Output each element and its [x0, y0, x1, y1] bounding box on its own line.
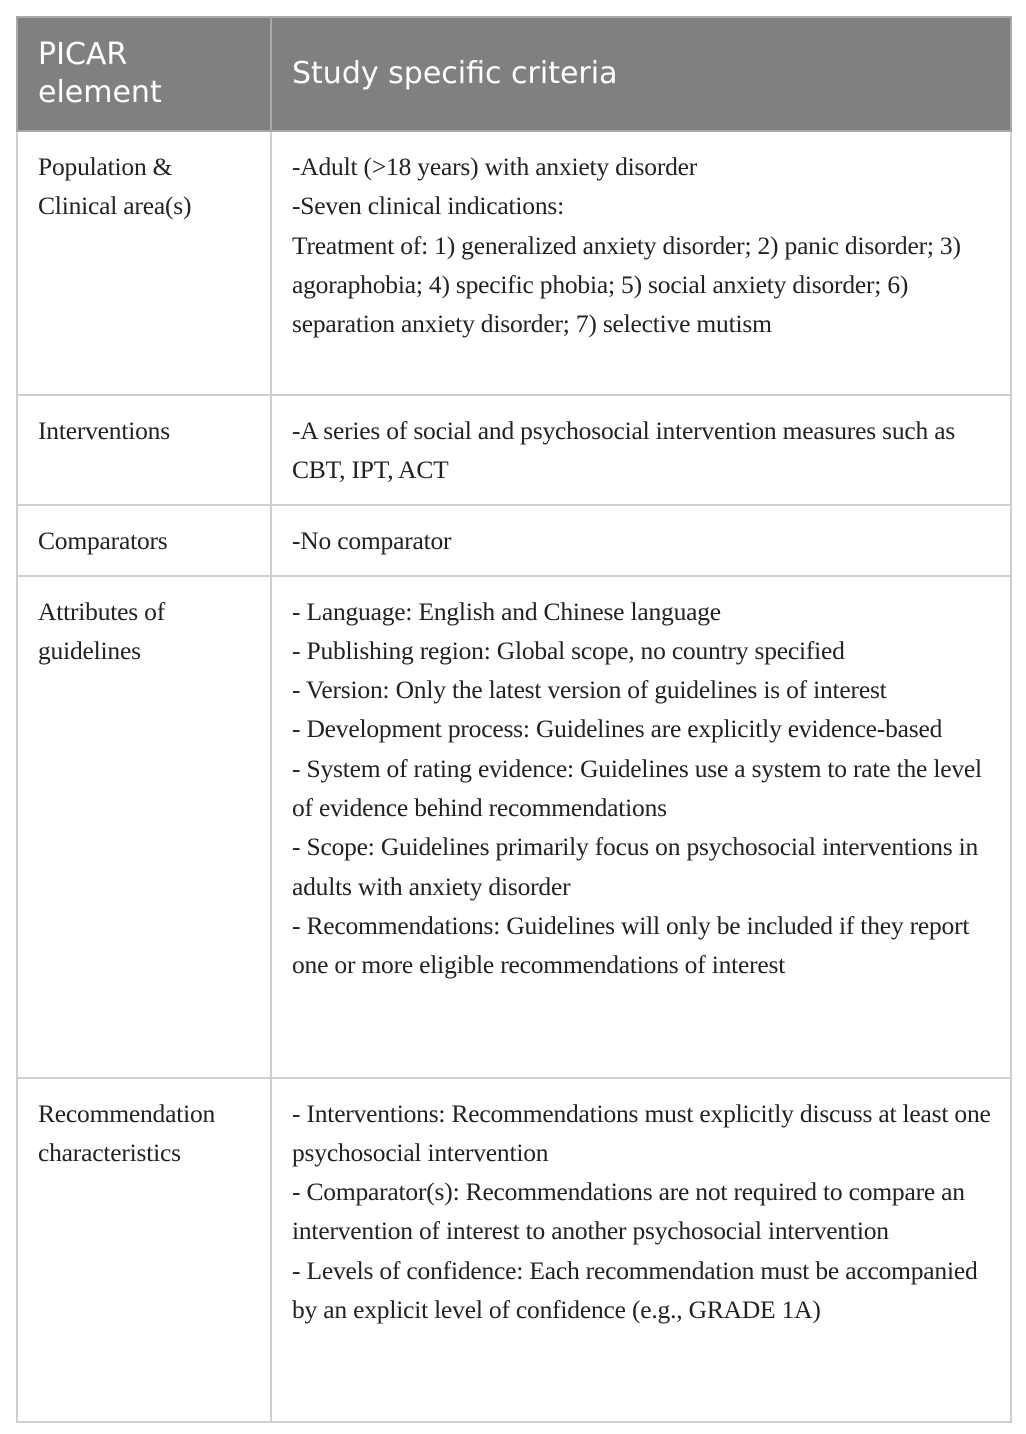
table-row	[17, 505, 1011, 576]
criteria-line: - Levels of confidence: Each recommendation must be accompanied by an explicit level of confidence (e.g., GRADE 1A)	[292, 1255, 978, 1325]
table-row	[17, 131, 1011, 395]
criteria-line: - Version: Only the latest version of guidelines is of interest	[292, 675, 887, 705]
criteria-line: - Scope: Guidelines primarily focus on psychosocial interventions in adults with anxiety disorder	[292, 832, 979, 901]
criteria-line: - Language: English and Chinese language	[292, 596, 721, 626]
criteria-line: - System of rating evidence: Guidelines use a system to rate the level of evidence behind recommendations	[292, 753, 982, 823]
criteria-cell	[271, 131, 1011, 395]
criteria-cell	[271, 1078, 1011, 1422]
criteria-cell	[271, 576, 1011, 1078]
criteria-cell	[271, 505, 1011, 576]
criteria-line: -No comparator	[292, 525, 452, 555]
header-study-criteria: Study specific criteria	[271, 17, 1011, 131]
criteria-line: Treatment of: 1) generalized anxiety disorder; 2) panic disorder; 3) agoraphobia; 4) specific phobia; 5) social anxiety disorder; 6) separation anxiety disorder; 7) selective mutism	[292, 230, 961, 339]
header-picar-element: PICAR element	[17, 17, 271, 131]
criteria-line: - Publishing region: Global scope, no country specified	[292, 635, 845, 665]
table-row	[17, 1078, 1011, 1422]
element-cell: Recommendation characteristics	[17, 1078, 271, 1422]
table-row	[17, 576, 1011, 1078]
criteria-line: -A series of social and psychosocial intervention measures such as CBT, IPT, ACT	[292, 416, 956, 485]
table-header-row	[17, 17, 1011, 131]
criteria-line: -Seven clinical indications:	[292, 191, 564, 221]
criteria-line: - Development process: Guidelines are explicitly evidence-based	[292, 714, 943, 744]
picar-criteria-table	[16, 16, 1012, 1423]
criteria-line: - Comparator(s): Recommendations are not required to compare an intervention of interest to another psychosocial intervention	[292, 1177, 965, 1246]
element-cell: Attributes of guidelines	[17, 576, 271, 1078]
element-cell: Population & Clinical area(s)	[17, 131, 271, 395]
criteria-line: - Recommendations: Guidelines will only be included if they report one or more eligible recommendations of interest	[292, 910, 970, 980]
table-row	[17, 395, 1011, 505]
criteria-cell	[271, 395, 1011, 505]
element-cell: Comparators	[17, 505, 271, 576]
criteria-line: - Interventions: Recommendations must explicitly discuss at least one psychosocial intervention	[292, 1098, 991, 1167]
element-cell: Interventions	[17, 395, 271, 505]
criteria-line: -Adult (>18 years) with anxiety disorder	[292, 152, 698, 181]
